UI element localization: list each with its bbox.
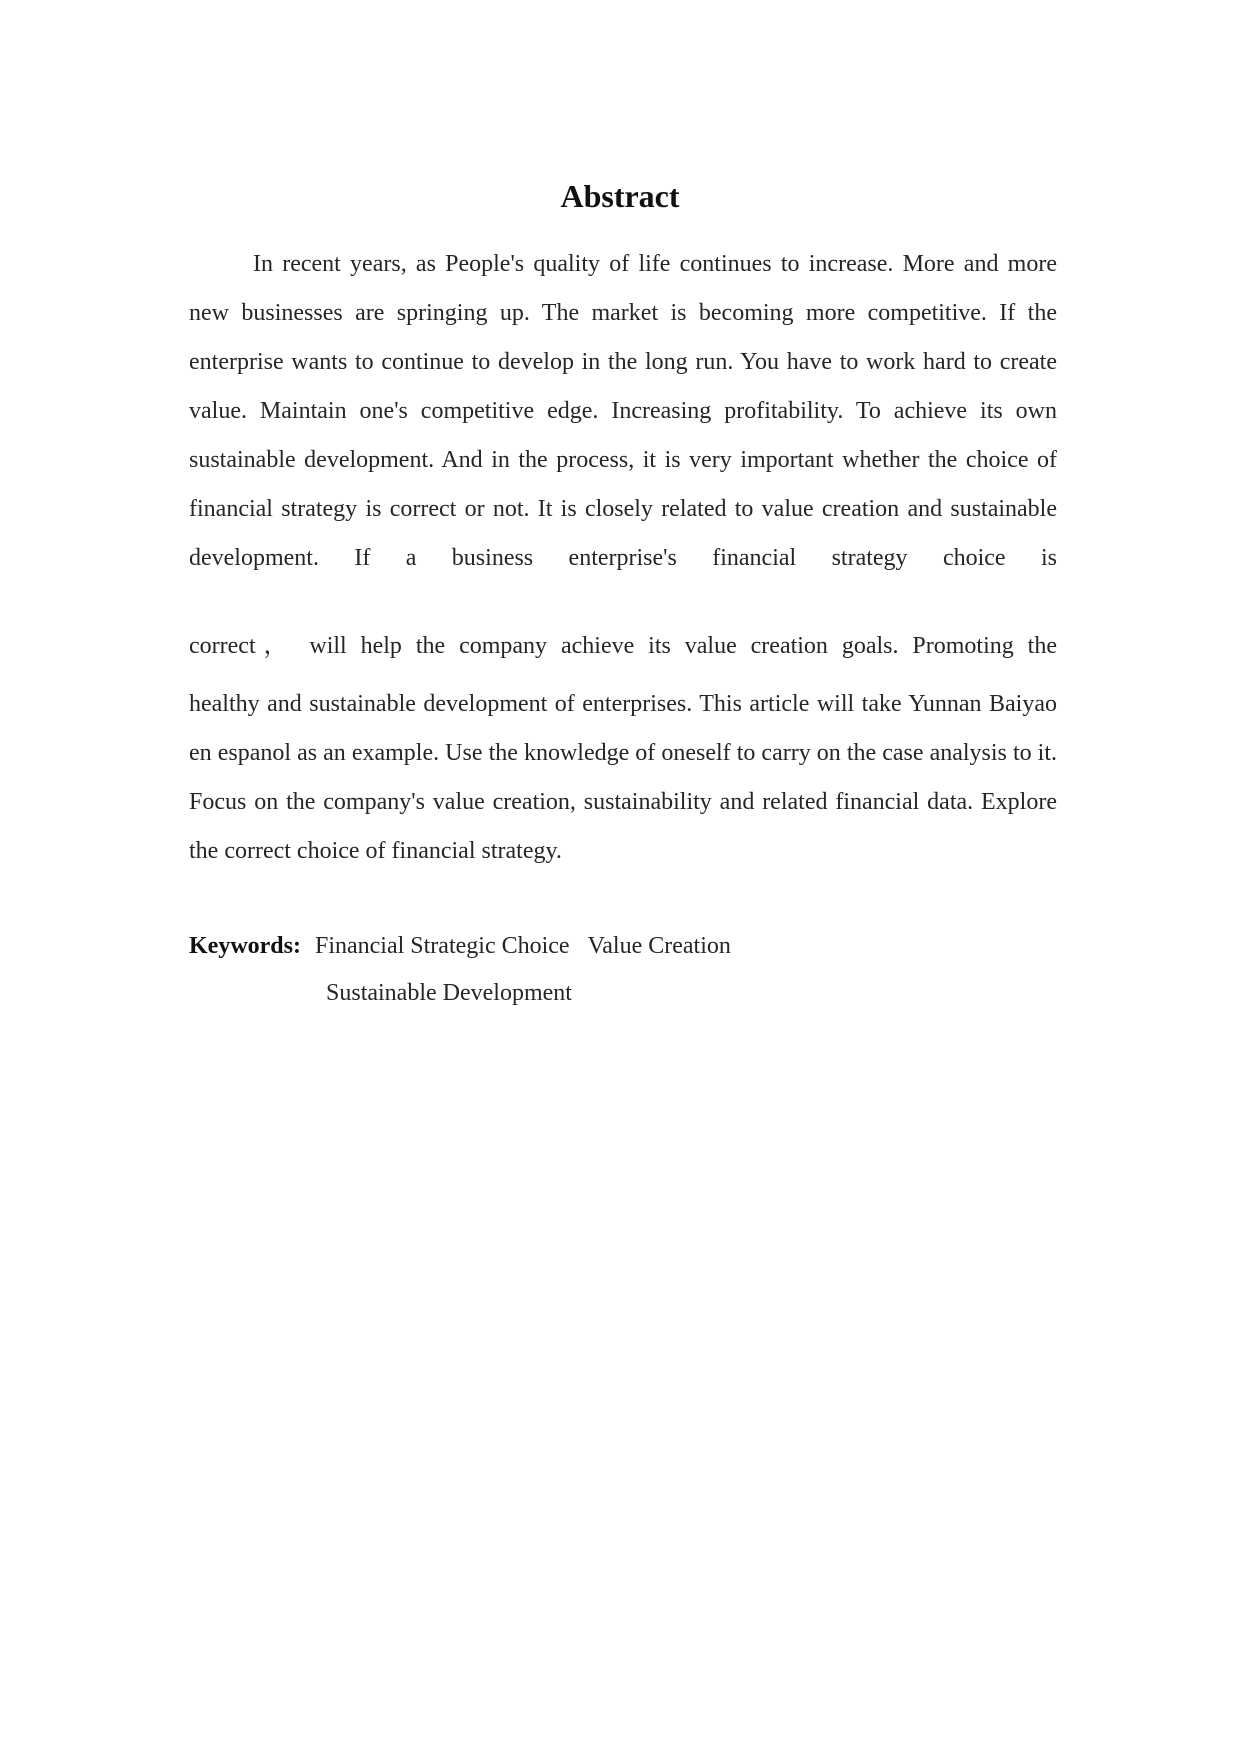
keywords-label: Keywords: (189, 933, 301, 959)
abstract-paragraph-2: correct， will help the company achieve its value creation goals. Promoting the (189, 633, 1057, 659)
abstract-paragraph-3: healthy and sustainable development of enterprises. This article will take Yunnan Baiyao en espanol as an example. Use the knowledge of oneself to carry on the case analysis to it. Focus on the company's value creation, sustainability and related financial data. Explore the correct choice of financial strategy. (189, 691, 1057, 864)
page-title: Abstract (560, 178, 680, 214)
keyword-item: Sustainable Development (326, 980, 572, 1006)
abstract-paragraph-1: In recent years, as People's quality of life continues to increase. More and more new businesses are springing up. The market is becoming more competitive. If the enterprise wants to continue to develop in the long run. You have to work hard to create value. Maintain one's competitive edge. Increasing profitability. To achieve its own sustainable development. And in the process, it is very important whether the choice of financial strategy is correct or not. It is closely related to value creation and sustainable development. If a business enterprise's financial strategy choice is (189, 251, 1057, 571)
keyword-item: Financial Strategic Choice (314, 933, 570, 959)
keyword-item: Value Creation (587, 933, 731, 959)
keywords-line (189, 922, 731, 970)
keywords-line-2 (326, 969, 572, 1017)
